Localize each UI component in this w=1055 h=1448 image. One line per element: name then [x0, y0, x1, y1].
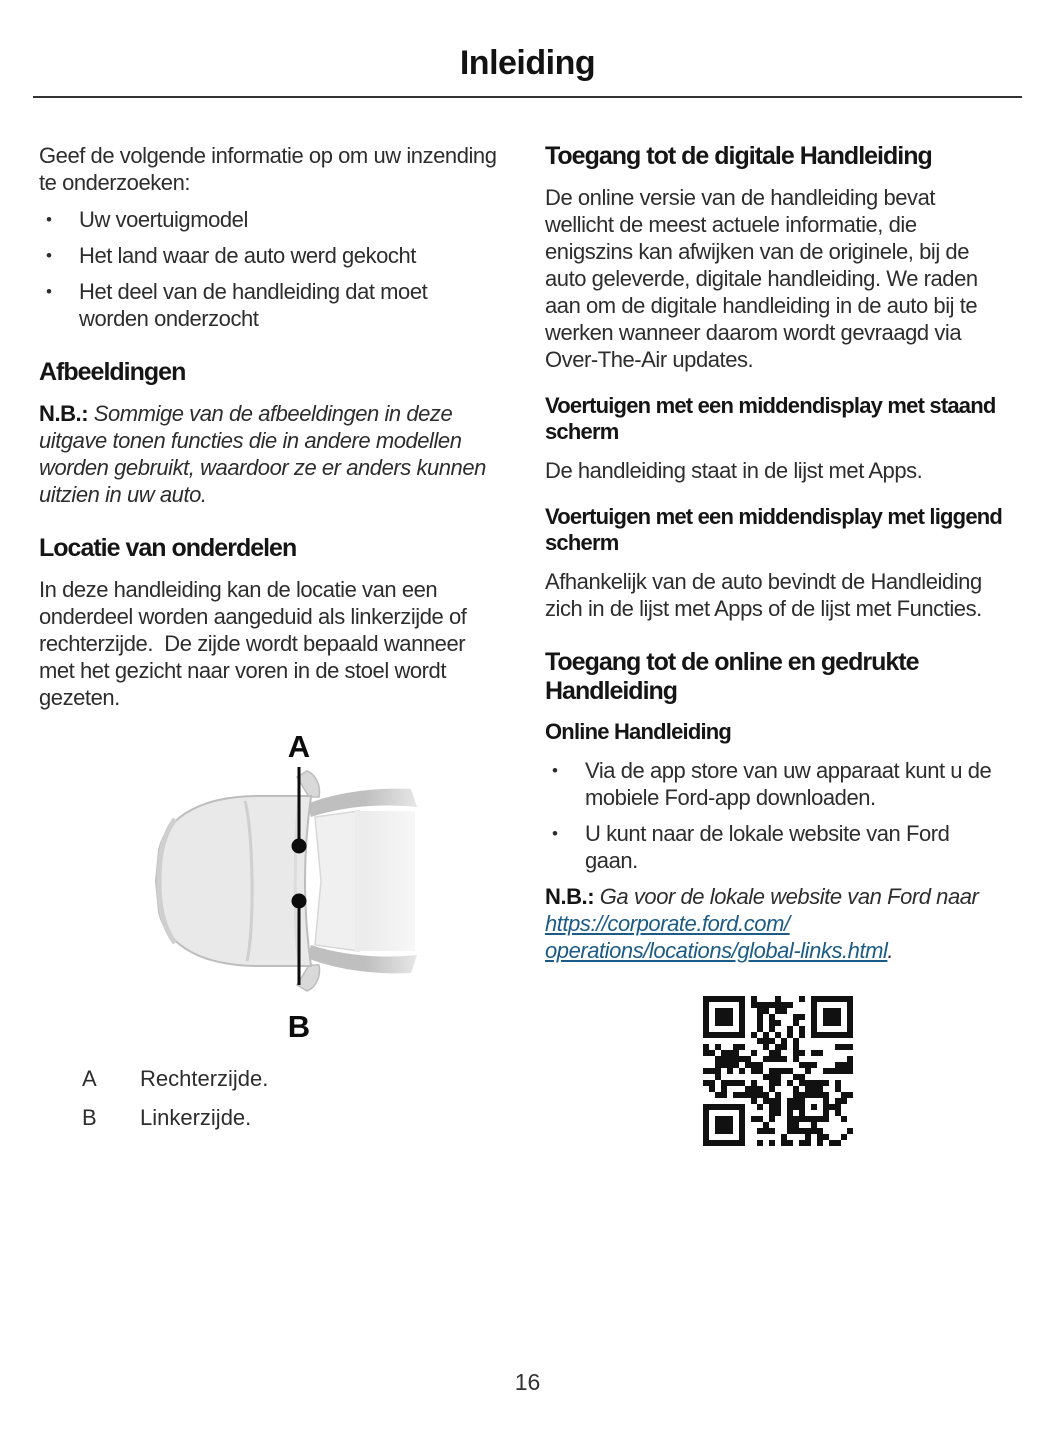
bullet-icon: • — [46, 282, 52, 301]
subsection-heading-online-handleiding: Online Handleiding — [545, 719, 732, 744]
section-heading-online-gedrukte: Toegang tot de online en gedrukte Handleiding — [545, 648, 919, 705]
note-label: N.B.: — [39, 401, 89, 426]
qr-code — [691, 984, 865, 1158]
note-text: Sommige van de afbeeldingen in deze uitgave tonen functies die in andere modellen worden gebruikt, waardoor ze er anders kunnen uitzien in uw auto. — [39, 401, 486, 507]
bullet-icon: • — [552, 761, 558, 780]
ford-global-links-link[interactable] — [545, 911, 887, 963]
bullet-icon: • — [552, 824, 558, 843]
section-heading-digitale-handleiding: Toegang tot de digitale Handleiding — [545, 142, 932, 170]
figure-label-a: A — [287, 729, 311, 764]
list-item-text: Uw voertuigmodel — [79, 207, 248, 232]
legend-key: B — [82, 1105, 97, 1130]
content-columns — [0, 98, 1055, 1158]
section-heading-locatie: Locatie van onderdelen — [39, 534, 297, 562]
liggend-scherm-paragraph: Afhankelijk van de auto bevindt de Handleiding zich in de lijst met Apps of de lijst met Functies. — [545, 569, 988, 621]
legend-value: Rechterzijde. — [140, 1066, 269, 1091]
legend-value: Linkerzijde. — [140, 1105, 252, 1130]
legend-row — [82, 1066, 497, 1092]
car-top-view-figure — [149, 727, 497, 1052]
legend-key: A — [82, 1066, 97, 1091]
note-paragraph — [39, 400, 497, 508]
list-item — [39, 278, 497, 332]
figure-label-b: B — [287, 1009, 311, 1044]
page-header — [0, 0, 1055, 98]
right-column — [545, 142, 1003, 1158]
subsection-heading-liggend-scherm: Voertuigen met een middendisplay met liggend scherm — [545, 504, 1003, 555]
locatie-paragraph: In deze handleiding kan de locatie van een onderdeel worden aangeduid als linkerzijde of rechterzijde. De zijde wordt bepaald wanneer met het gezicht naar voren in de stoel wordt gezeten. — [39, 577, 473, 710]
section-heading-afbeeldingen: Afbeeldingen — [39, 358, 186, 386]
list-item-text: U kunt naar de lokale website van Ford gaan. — [585, 821, 950, 873]
staand-scherm-paragraph: De handleiding staat in de lijst met Apps. — [545, 458, 923, 483]
info-bullet-list — [39, 206, 497, 332]
page-number: 16 — [514, 1369, 541, 1395]
list-item-text: Het land waar de auto werd gekocht — [79, 243, 416, 268]
car-diagram-image — [149, 727, 449, 1047]
left-column — [39, 142, 503, 1158]
link-text[interactable]: https://corporate.ford.com/ — [545, 911, 790, 936]
legend-row — [82, 1105, 497, 1131]
bullet-icon: • — [46, 246, 52, 265]
page-title: Inleiding — [459, 44, 596, 82]
note-text: Ga voor de lokale website van Ford naar — [599, 884, 979, 909]
link-text[interactable]: operations/locations/global-links.html — [545, 938, 888, 963]
note-suffix: . — [887, 938, 894, 963]
website-note-paragraph — [545, 883, 1003, 964]
figure-legend — [82, 1066, 497, 1131]
list-item — [545, 757, 1003, 811]
online-bullet-list — [545, 757, 1003, 874]
digital-paragraph: De online versie van de handleiding bevat wellicht de meest actuele informatie, die enigszins kan afwijken van de originele, bij de auto geleverde, digitale handleiding. We raden aan om de digitale handleiding in de auto bij te werken wanneer daarom wordt gevraagd via Over-The-Air updates. — [545, 185, 984, 372]
note-label: N.B.: — [545, 884, 595, 909]
list-item — [39, 242, 497, 269]
intro-paragraph: Geef de volgende informatie op om uw inzending te onderzoeken: — [39, 143, 503, 195]
list-item-text: Het deel van de handleiding dat moet worden onderzocht — [79, 279, 428, 331]
list-item — [39, 206, 497, 233]
bullet-icon: • — [46, 210, 52, 229]
list-item — [545, 820, 1003, 874]
qr-code-image — [691, 984, 865, 1158]
list-item-text: Via de app store van uw apparaat kunt u de mobiele Ford-app downloaden. — [585, 758, 992, 810]
subsection-heading-staand-scherm: Voertuigen met een middendisplay met staand scherm — [545, 393, 996, 444]
